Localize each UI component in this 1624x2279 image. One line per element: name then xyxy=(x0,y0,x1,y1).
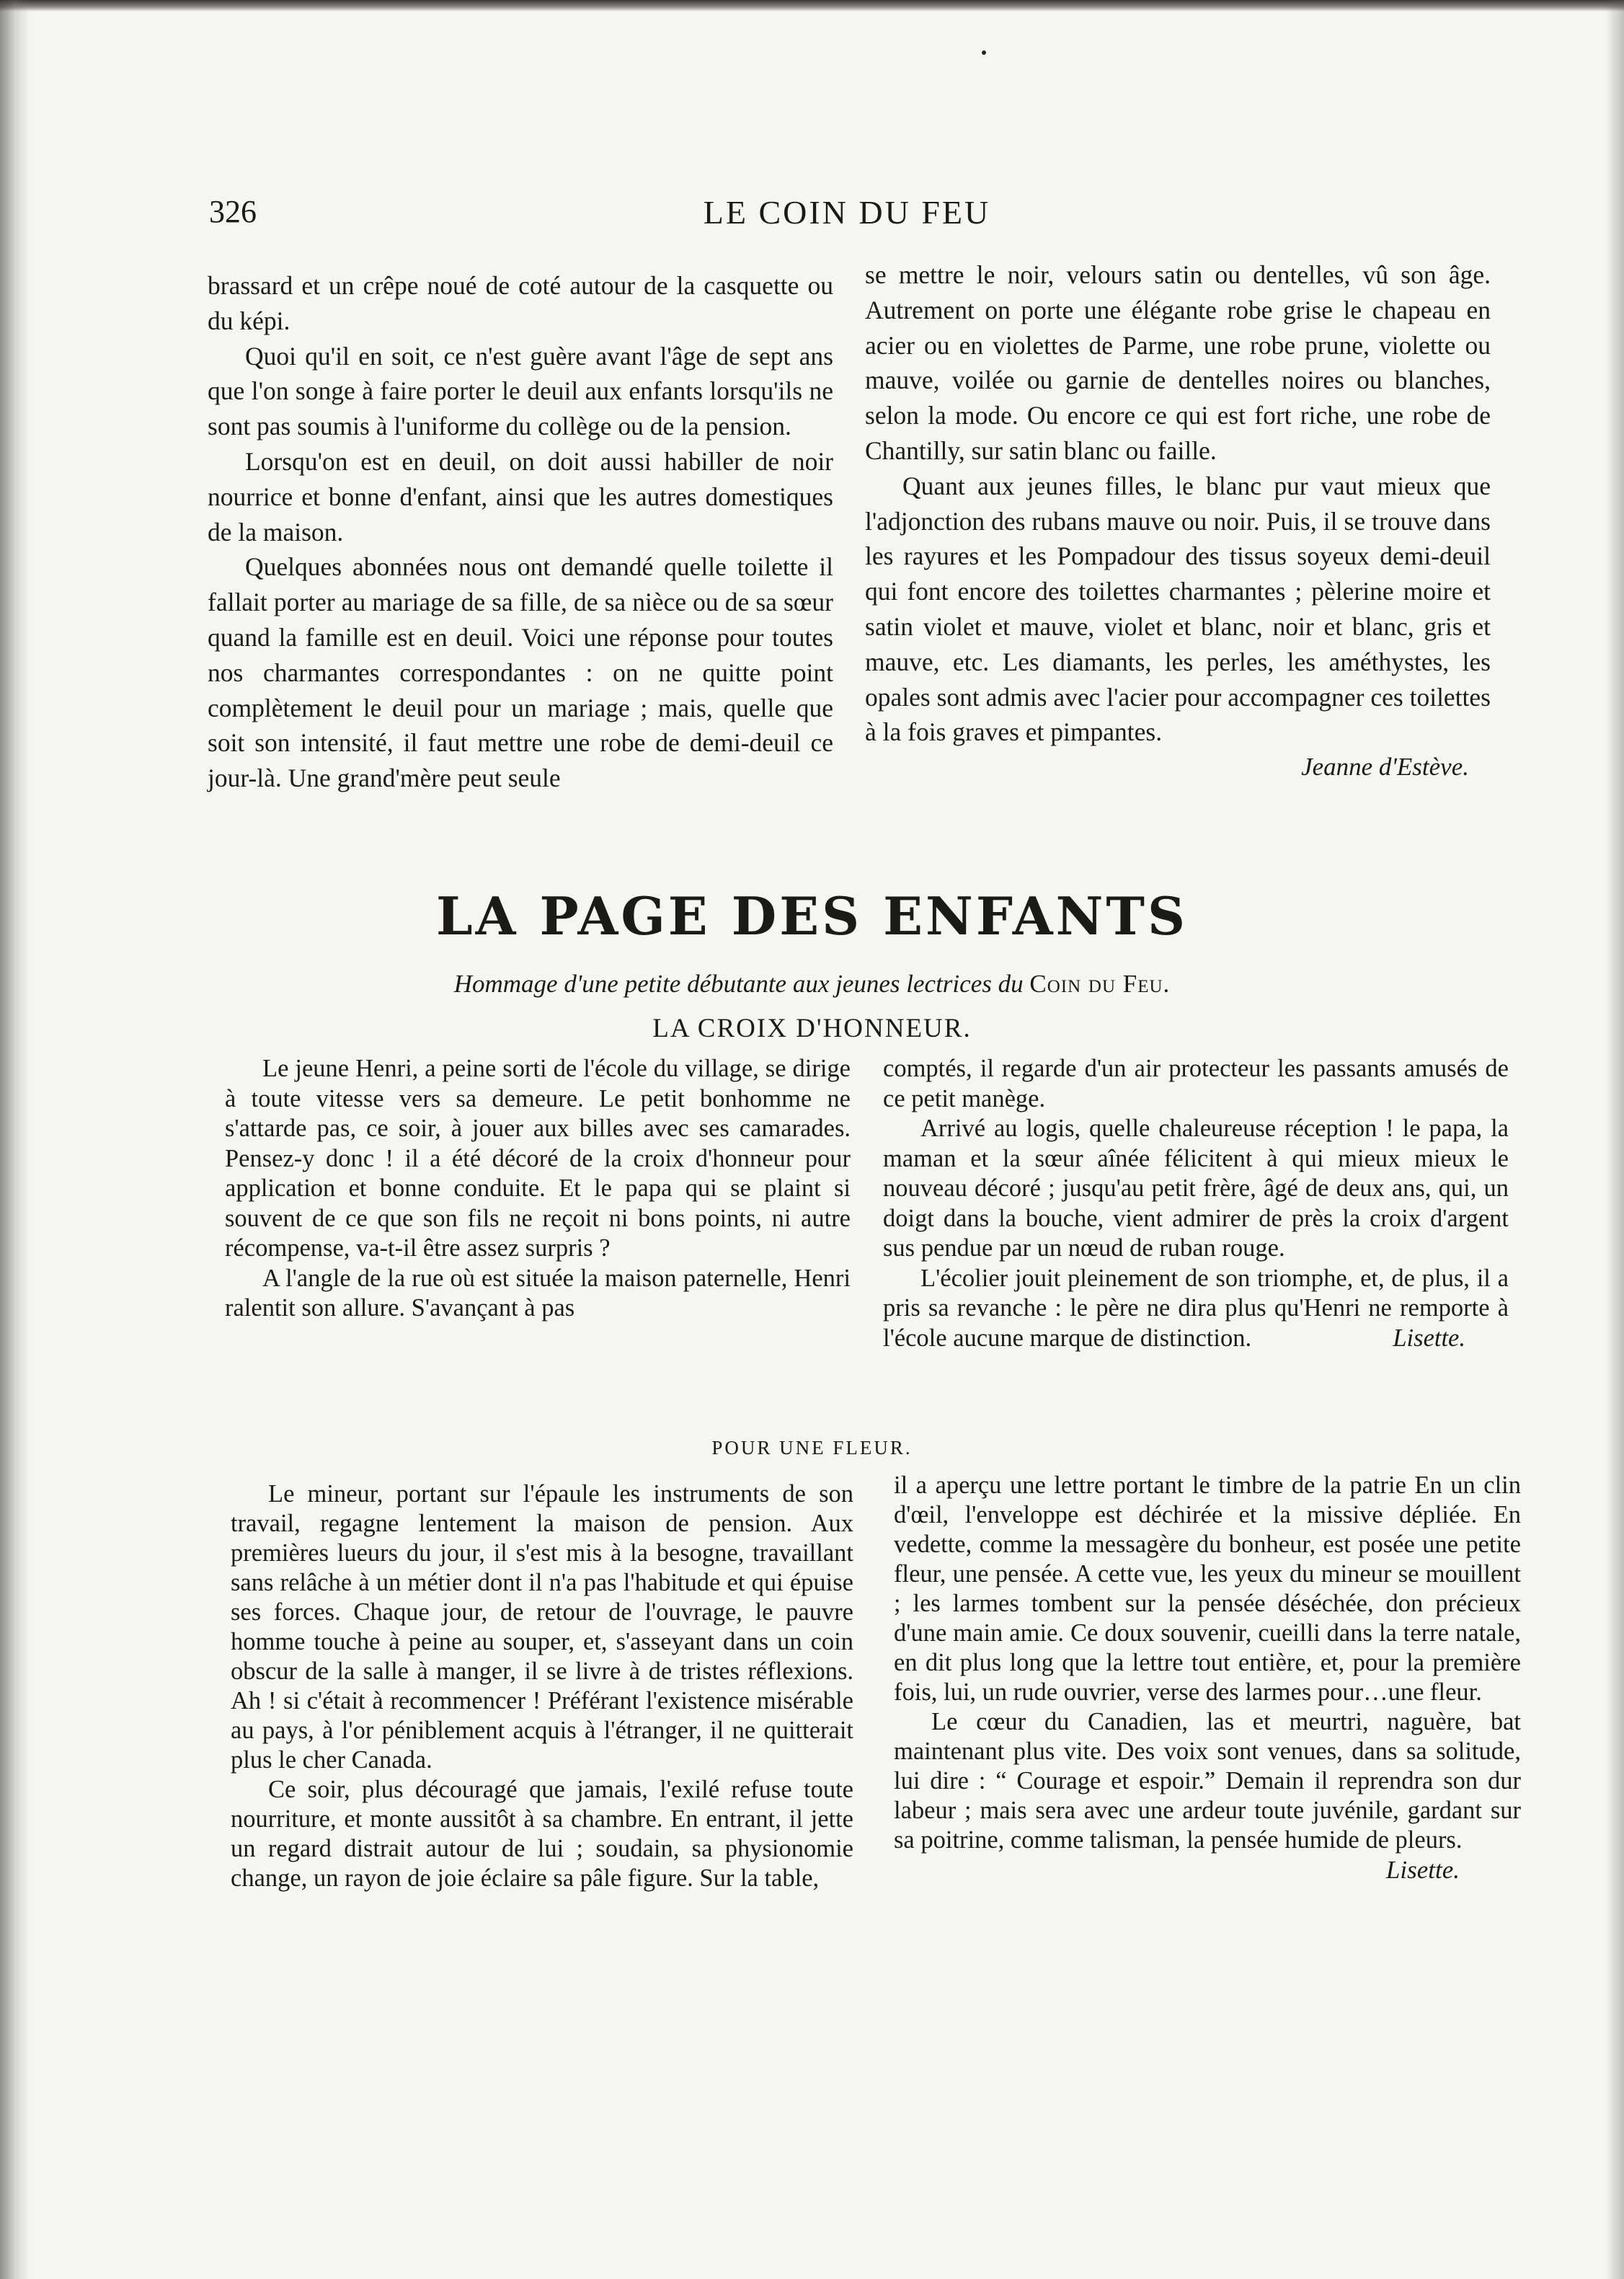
article1-left-column xyxy=(208,268,833,796)
dedication-publication: Coin du Feu. xyxy=(1029,970,1171,998)
scan-edge-right xyxy=(1605,0,1624,2279)
paragraph: se mettre le noir, velours satin ou dentelles, vû son âge. Autrement on porte une élégante robe grise le chapeau en acier ou en violettes de Parme, une robe prune, violette ou mauve, voilée ou garnie de dentelles noires ou blanches, selon la mode. Ou encore ce qui est fort riche, une robe de Chantilly, sur satin blanc ou faille. xyxy=(865,260,1491,465)
paragraph: comptés, il regarde d'un air protecteur les passants amusés de ce petit manège. xyxy=(883,1055,1509,1112)
section-title: LA PAGE DES ENFANTS xyxy=(436,885,1188,947)
page-number: 326 xyxy=(209,194,257,229)
signature: Lisette. xyxy=(1393,1324,1465,1352)
article1-right-column xyxy=(865,257,1491,785)
story2-left-column xyxy=(231,1479,853,1893)
scan-edge-left xyxy=(0,0,30,2279)
running-title: LE COIN DU FEU xyxy=(703,194,991,231)
paragraph xyxy=(883,1264,1509,1354)
paragraph: Le mineur, portant sur l'épaule les instruments de son travail, regagne lentement la maison de pension. Aux premières lueurs du jour, il s'est mis à la besogne, travaillant sans relâche à un métier dont il n'a pas l'habitude et qui épuise ses forces. Chaque jour, de retour de l'ouvrage, le pauvre homme touche à peine au souper, et, s'asseyant dans un coin obscur de la salle à manger, il se livre à de tristes réflexions. Ah ! si c'était à recommencer ! Préférant l'existence misérable au pays, à l'or péniblement acquis à l'étranger, il ne quitterait plus le cher Canada. xyxy=(231,1480,853,1774)
signature: Lisette. xyxy=(1385,1856,1460,1884)
story-title: POUR UNE FLEUR. xyxy=(711,1437,913,1459)
page-header xyxy=(209,193,1485,244)
section-dedication xyxy=(0,970,1624,999)
dedication-text: Hommage d'une petite débutante aux jeunes lectrices du xyxy=(453,970,1024,998)
paragraph: Quoi qu'il en soit, ce n'est guère avant l'âge de sept ans que l'on songe à faire porter le deuil aux enfants lorsqu'ils ne sont pas soumis à l'uniforme du collège ou de la pension. xyxy=(208,341,833,441)
paragraph: brassard et un crêpe noué de coté autour de la casquette ou du képi. xyxy=(208,271,833,335)
paragraph: Quelques abonnées nous ont demandé quelle toilette il fallait porter au mariage de sa fille, de sa nièce ou de sa sœur quand la famille est en deuil. Voici une réponse pour toutes nos charmantes correspondantes : on ne quitte point complètement le deuil pour un mariage ; mais, quelle que soit son intensité, il faut mettre une robe de demi-deuil ce jour-là. Une grand'mère peut seule xyxy=(208,552,833,793)
signature: Jeanne d'Estève. xyxy=(1301,753,1469,782)
print-speck xyxy=(982,50,986,55)
paragraph: Le cœur du Canadien, las et meurtri, naguère, bat maintenant plus vite. Des voix sont venues, dans sa solitude, lui dire : “ Courage et espoir.” Demain il reprendra son dur labeur ; mais sera avec une ardeur toute juvénile, gardant sur sa poitrine, comme talisman, la pensée humide de pleurs. xyxy=(894,1708,1521,1854)
paragraph: Ce soir, plus découragé que jamais, l'exilé refuse toute nourriture, et monte aussitôt à sa chambre. En entrant, il jette un regard distrait autour de lui ; soudain, sa physionomie change, un rayon de joie éclaire sa pâle figure. Sur la table, xyxy=(231,1776,853,1892)
scan-edge-top xyxy=(0,0,1624,12)
story-title: LA CROIX D'HONNEUR. xyxy=(652,1014,972,1043)
paragraph: A l'angle de la rue où est située la maison paternelle, Henri ralentit son allure. S'avançant à pas xyxy=(225,1264,851,1322)
story2-right-column xyxy=(894,1471,1521,1885)
story1-left-column xyxy=(225,1054,851,1324)
paragraph: Le jeune Henri, a peine sorti de l'école du village, se dirige à toute vitesse vers sa demeure. Le petit bonhomme ne s'attarde pas, ce soir, à jouer aux billes avec ses camarades. Pensez-y donc ! il a été décoré de la croix d'honneur pour application et bonne conduite. Et le papa qui se plaint si souvent de ce que son fils ne reçoit ni bons points, ni autre récompense, va-t-il être assez surpris ? xyxy=(225,1055,851,1262)
paragraph-text: L'écolier jouit pleinement de son triomphe, et, de plus, il a pris sa revanche : le père ne dira plus qu'Henri ne remporte à l'école aucune marque de distinction. xyxy=(883,1264,1509,1352)
paragraph: Lorsqu'on est en deuil, on doit aussi habiller de noir nourrice et bonne d'enfant, ainsi que les autres domestiques de la maison. xyxy=(208,446,833,546)
paragraph: Quant aux jeunes filles, le blanc pur vaut mieux que l'adjonction des rubans mauve ou noir. Puis, il se trouve dans les rayures et les Pompadour des tissus soyeux demi-deuil qui font encore des toilettes charmantes ; pèlerine moire et satin violet et mauve, violet et blanc, noir et blanc, gris et mauve, etc. Les diamants, les perles, les améthystes, les opales sont admis avec l'acier pour accompagner ces toilettes à la fois graves et pimpantes. xyxy=(865,471,1491,747)
story1-right-column xyxy=(883,1054,1509,1353)
paragraph: il a aperçu une lettre portant le timbre de la patrie En un clin d'œil, l'enveloppe est déchirée et la missive dépliée. En vedette, comme la messagère du bonheur, est posée une petite fleur, une pensée. A cette vue, les yeux du mineur se mouillent ; les larmes tombent sur la pensée déséchée, don précieux d'une main amie. Ce doux souvenir, cueilli dans la terre natale, en dit plus long que la lettre tout entière, et, pour la première fois, lui, un rude ouvrier, verse des larmes pour…une fleur. xyxy=(894,1472,1521,1706)
paragraph: Arrivé au logis, quelle chaleureuse réception ! le papa, la maman et la sœur aînée félicitent à qui mieux mieux le nouveau décoré ; jusqu'au petit frère, âgé de deux ans, qui, un doigt dans la bouche, vient admirer de près la croix d'argent sus pendue par un nœud de ruban rouge. xyxy=(883,1115,1509,1262)
